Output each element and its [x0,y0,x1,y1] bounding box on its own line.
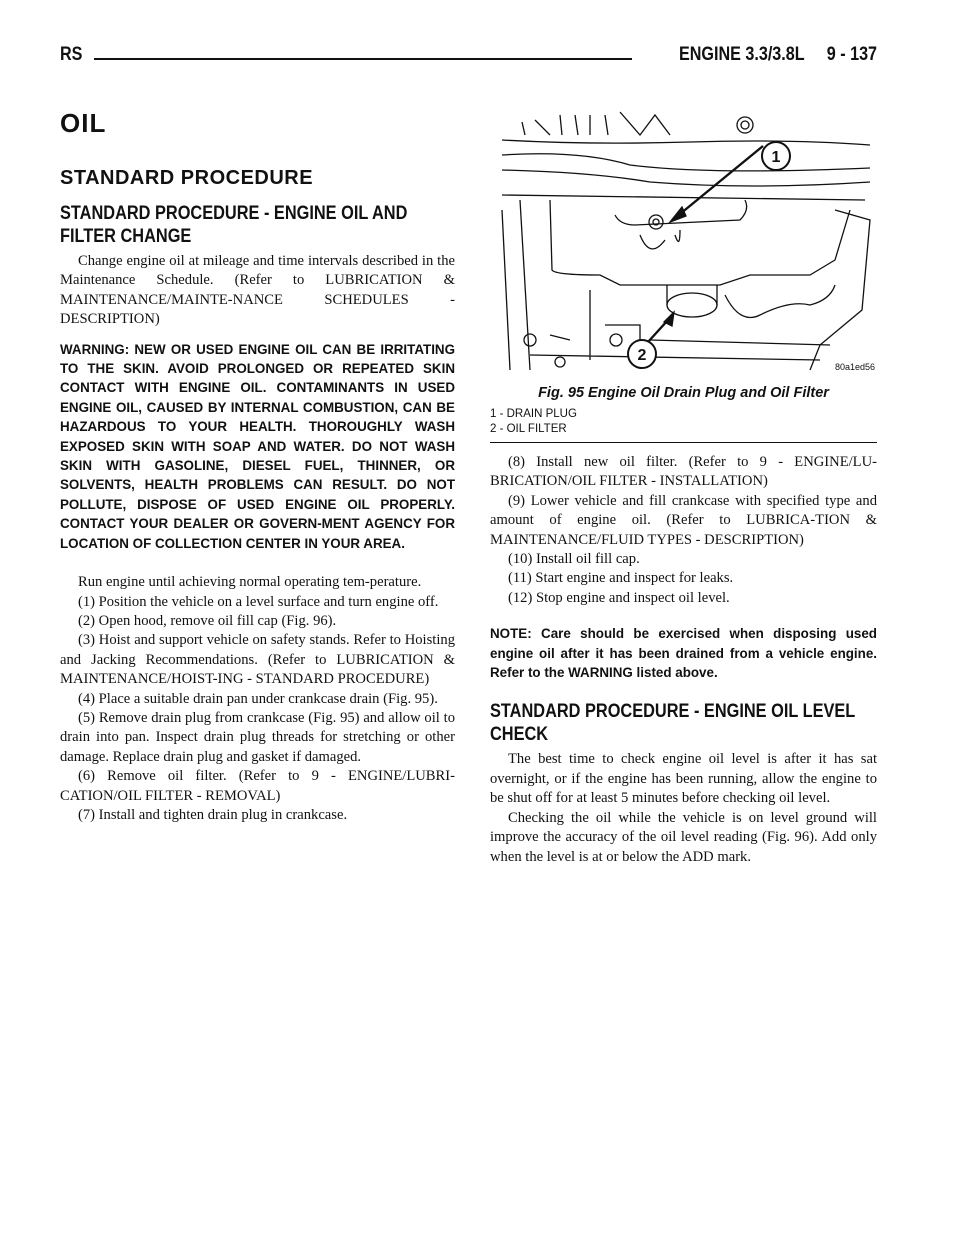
step: (4) Place a suitable drain pan under crankcase drain (Fig. 95). [78,690,438,707]
page-header [60,44,877,72]
legend-item: 1 - DRAIN PLUG [490,408,577,420]
warning-paragraph: WARNING: NEW OR USED ENGINE OIL CAN BE IRRITATING TO THE SKIN. AVOID PROLONGED OR REPEATED SKIN CONTACT WITH ENGINE OIL. CONTAMINANTS IN USED ENGINE OIL, CAUSED BY INTERNAL COMBUSTION, CAN BE HAZARDOUS TO YOUR HEALTH. THOROUGHLY WASH EXPOSED SKIN WITH SOAP AND WATER. DO NOT WASH SKIN WITH GASOLINE, DIESEL FUEL, THINNER, OR SOLVENTS, HEALTH PROBLEMS CAN RESULT. DO NOT POLLUTE, DISPOSE OF USED ENGINE OIL PROPERLY. CONTACT YOUR DEALER OR GOVERN-MENT AGENCY FOR LOCATION OF COLLECTION CENTER IN YOUR AREA. [60,341,455,551]
callout-1: 1 [771,149,781,166]
intro-paragraph: Change engine oil at mileage and time intervals described in the Maintenance Schedule. (Refer to LUBRICATION & MAINTENANCE/MAINTE-NANCE SCHEDULES - DESCRIPTION) [60,253,455,328]
right-column [490,100,877,867]
figure-caption: Fig. 95 Engine Oil Drain Plug and Oil Filter [538,385,829,401]
note-paragraph: NOTE: Care should be exercised when disposing used engine oil after it has been drained from a vehicle engine. Refer to the WARNING listed above. [490,626,877,681]
procedure-title: STANDARD PROCEDURE - ENGINE OIL AND FILTER CHANGE [60,203,408,247]
procedure-title: STANDARD PROCEDURE - ENGINE OIL LEVEL CHECK [490,701,855,746]
step: (11) Start engine and inspect for leaks. [508,570,734,587]
step: (7) Install and tighten drain plug in crankcase. [78,806,348,823]
step: (1) Position the vehicle on a level surface and turn engine off. [78,593,439,610]
step: (9) Lower vehicle and fill crankcase with specified type and amount of engine oil. (Refer to LUBRICA-TION & MAINTENANCE/FLUID TYPES - DESCRIPTION) [490,492,877,548]
figure-code: 80a1ed56 [834,362,875,372]
step: Run engine until achieving normal operating tem-perature. [78,574,422,591]
header-page-info: ENGINE 3.3/3.8L 9 - 137 [678,44,877,65]
step: (8) Install new oil filter. (Refer to 9 - ENGINE/LU-BRICATION/OIL FILTER - INSTALLATION) [490,454,877,490]
header-section-code: RS [60,44,83,65]
engine-oil-pan-illustration [490,100,877,375]
figure-legend [490,407,877,437]
callout-2: 2 [637,347,647,364]
legend-item: 2 - OIL FILTER [490,423,567,435]
step: (10) Install oil fill cap. [508,551,640,568]
left-column [60,108,455,825]
step: (5) Remove drain plug from crankcase (Fig. 95) and allow oil to drain into pan. Inspect drain plug threads for stretching or other damage. Replace drain plug and gasket if damaged. [60,709,455,765]
section-title: OIL [60,108,107,138]
paragraph: Checking the oil while the vehicle is on level ground will improve the accuracy of the oil level reading (Fig. 96). Add only when the level is at or below the ADD mark. [490,809,877,865]
subsection-title: STANDARD PROCEDURE [60,167,314,189]
step: (12) Stop engine and inspect oil level. [508,589,730,606]
step: (6) Remove oil filter. (Refer to 9 - ENGINE/LUBRI-CATION/OIL FILTER - REMOVAL) [60,768,455,804]
step: (3) Hoist and support vehicle on safety stands. Refer to Hoisting and Jacking Recommendations. (Refer to LUBRICATION & MAINTENANCE/HOIST-ING - STANDARD PROCEDURE) [60,632,455,688]
figure-rule [490,442,877,443]
header-rule [94,58,632,60]
paragraph: The best time to check engine oil level is after it has sat overnight, or if the engine has been running, allow the engine to be shut off for at least 5 minutes before checking oil level. [490,751,877,807]
step: (2) Open hood, remove oil fill cap (Fig. 96). [78,612,337,629]
